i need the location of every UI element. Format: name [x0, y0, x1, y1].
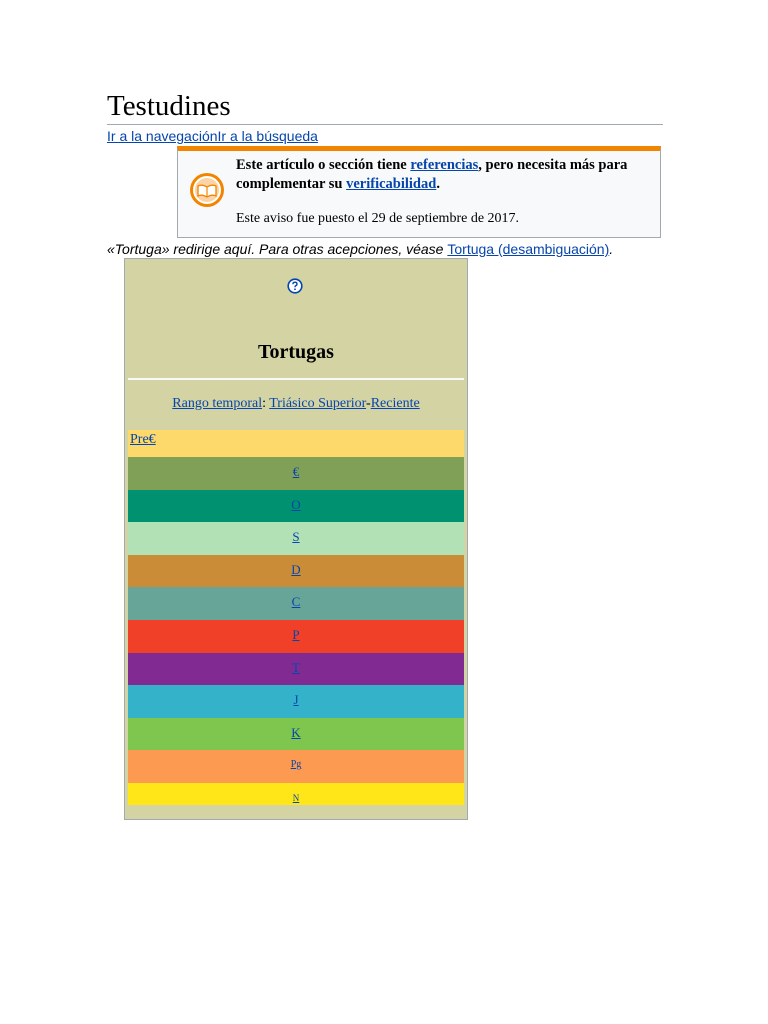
references-link[interactable]: referencias: [410, 157, 479, 173]
period-link[interactable]: D: [291, 561, 301, 577]
period-row: [128, 490, 464, 523]
period-link[interactable]: S: [292, 529, 300, 545]
period-row: [128, 620, 464, 653]
jump-links: [107, 127, 318, 145]
period-row: [128, 750, 464, 783]
period-link[interactable]: T: [292, 659, 300, 675]
notice-text-middle: , pero necesita más para complementar su: [236, 157, 628, 192]
period-link[interactable]: J: [293, 692, 299, 708]
temporal-range: [128, 380, 464, 430]
jump-to-navigation-link[interactable]: Ir a la navegación: [107, 128, 218, 144]
period-row: [128, 522, 464, 555]
period-link[interactable]: K: [291, 724, 301, 740]
period-row: [128, 653, 464, 686]
range-colon: :: [262, 396, 270, 411]
range-start-link[interactable]: Triásico Superior: [269, 396, 367, 411]
period-link[interactable]: C: [291, 594, 301, 610]
period-link[interactable]: N: [292, 792, 300, 803]
period-row: [128, 685, 464, 718]
hatnote: [107, 240, 613, 258]
hatnote-end: .: [609, 241, 614, 257]
page-title: Testudines: [107, 88, 663, 125]
period-row-precambrian: [128, 430, 464, 457]
temporal-range-link[interactable]: Rango temporal: [172, 396, 263, 411]
period-link[interactable]: P: [292, 626, 300, 642]
hatnote-text: «Tortuga» redirige aquí. Para otras acepciones, véase: [107, 241, 448, 257]
period-row: [128, 587, 464, 620]
notice-text-end: .: [436, 176, 440, 192]
references-notice-box: [177, 146, 661, 238]
period-row: [128, 718, 464, 751]
notice-text-before: Este artículo o sección tiene: [236, 157, 411, 173]
period-link[interactable]: €: [292, 464, 300, 479]
jump-to-search-link[interactable]: Ir a la búsqueda: [217, 128, 318, 144]
taxobox-header: [128, 262, 464, 380]
period-list: [128, 457, 464, 805]
period-link[interactable]: Pg: [290, 759, 302, 771]
help-icon[interactable]: [287, 278, 303, 294]
period-row: [128, 783, 464, 805]
book-icon: [189, 172, 225, 208]
verifiability-link[interactable]: verificabilidad: [346, 176, 437, 192]
period-link[interactable]: O: [291, 496, 301, 512]
range-end-link[interactable]: Reciente: [370, 396, 420, 411]
period-row: [128, 457, 464, 490]
precambrian-link[interactable]: Pre€: [130, 432, 156, 447]
notice-message: [236, 156, 646, 194]
notice-date: Este aviso fue puesto el 29 de septiembre de 2017.: [236, 211, 520, 226]
range-dash: -: [366, 396, 371, 411]
taxobox-title: Tortugas: [258, 341, 334, 363]
period-row: [128, 555, 464, 588]
taxobox: [124, 258, 468, 820]
disambiguation-link[interactable]: Tortuga (desambiguación): [447, 241, 610, 257]
